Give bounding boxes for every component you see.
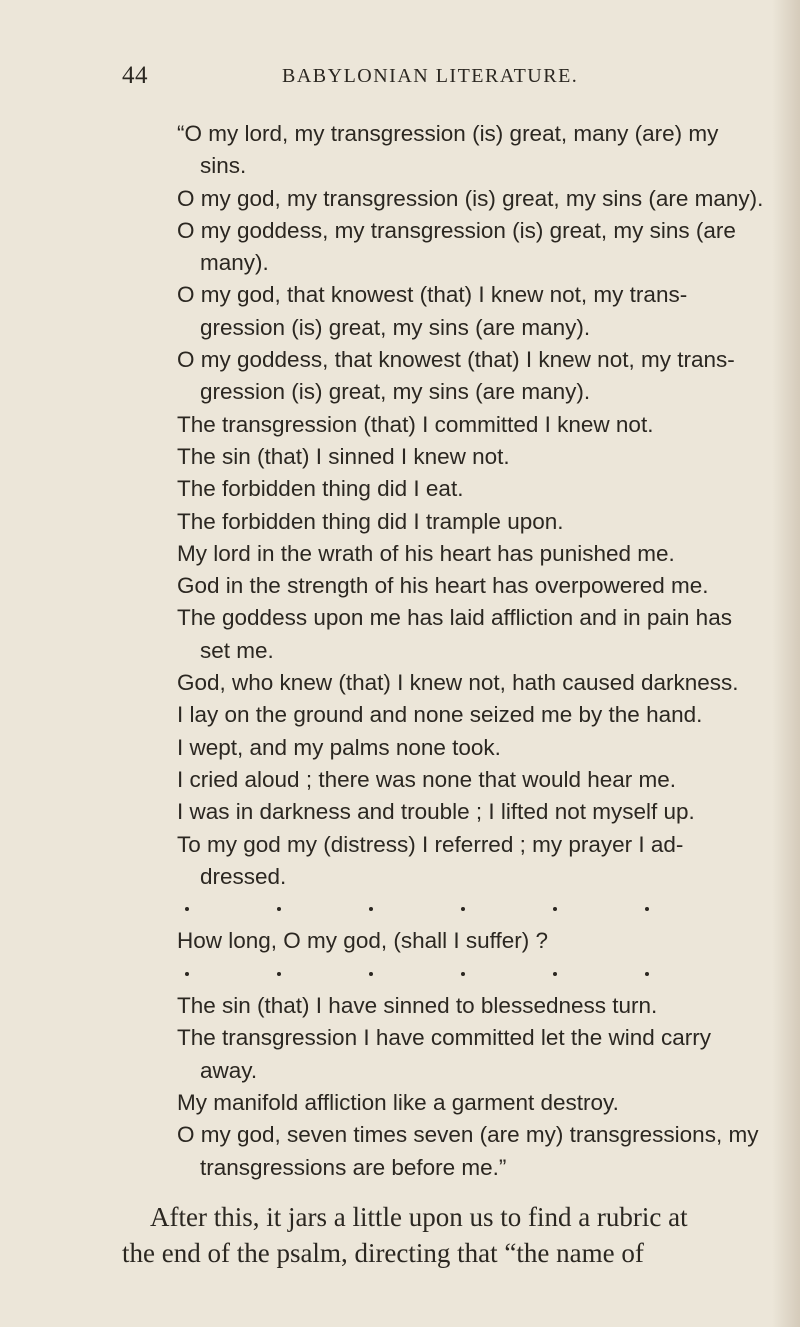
verse-line: To my god my (distress) I referred ; my prayer I ad- [177,831,684,857]
verse-line: gression (is) great, my sins (are many). [200,314,591,340]
verse-line: set me. [200,637,274,663]
verse-line: dressed. [200,863,287,889]
page-number: 44 [122,62,148,89]
ellipsis-dot [461,972,465,976]
prose-paragraph [122,1199,782,1271]
verse-line: O my god, that knowest (that) I knew not, my trans- [177,282,688,308]
page-edge-shadow [772,0,800,1327]
ellipsis-dots [177,893,777,925]
verse-line: sins. [200,153,247,179]
prose-line: After this, it jars a little upon us to find a rubric at [150,1202,688,1232]
verse-line: The sin (that) I have sinned to blessedness turn. [177,993,658,1019]
verse-line: gression (is) great, my sins (are many). [200,379,591,405]
verse-line: God in the strength of his heart has overpowered me. [177,573,709,599]
ellipsis-dot [369,907,373,911]
verse-line: The transgression (that) I committed I knew not. [177,411,654,437]
verse-line: O my god, seven times seven (are my) transgressions, my [177,1122,759,1148]
verse-line: I lay on the ground and none seized me by the hand. [177,702,703,728]
verse-line: many). [200,250,269,276]
verse-line: I was in darkness and trouble ; I lifted not myself up. [177,799,695,825]
verse-line: away. [200,1057,258,1083]
ellipsis-dots [177,958,777,990]
verse-line: O my goddess, my transgression (is) great, my sins (are [177,217,736,243]
verse-line: The transgression I have committed let the wind carry [177,1025,711,1051]
prose-line: the end of the psalm, directing that “the name of [122,1238,644,1268]
ellipsis-dot [185,972,189,976]
ellipsis-dot [185,907,189,911]
verse-line: O my goddess, that knowest (that) I knew not, my trans- [177,347,735,373]
ellipsis-dot [645,972,649,976]
ellipsis-dot [553,972,557,976]
ellipsis-dot [645,907,649,911]
verse-line: The forbidden thing did I eat. [177,476,464,502]
verse-line: God, who knew (that) I knew not, hath caused darkness. [177,670,739,696]
verse-line: The sin (that) I sinned I knew not. [177,443,510,469]
verse-line: The goddess upon me has laid affliction and in pain has [177,605,732,631]
verse-line: How long, O my god, (shall I suffer) ? [177,928,548,954]
verse-line: My lord in the wrath of his heart has punished me. [177,540,675,566]
running-head: BABYLONIAN LITERATURE. [282,65,579,87]
verse-line: “O my lord, my transgression (is) great, many (are) my [177,121,719,146]
ellipsis-dot [553,907,557,911]
ellipsis-dot [277,907,281,911]
psalm-verse [177,118,777,1184]
verse-line: I wept, and my palms none took. [177,734,501,760]
verse-line: transgressions are before me.” [200,1154,507,1180]
verse-line: My manifold affliction like a garment destroy. [177,1089,619,1115]
verse-line: O my god, my transgression (is) great, my sins (are many). [177,185,764,211]
page-header [0,62,800,92]
verse-line: I cried aloud ; there was none that would hear me. [177,766,677,792]
ellipsis-dot [277,972,281,976]
ellipsis-dot [369,972,373,976]
verse-line: The forbidden thing did I trample upon. [177,508,564,534]
ellipsis-dot [461,907,465,911]
